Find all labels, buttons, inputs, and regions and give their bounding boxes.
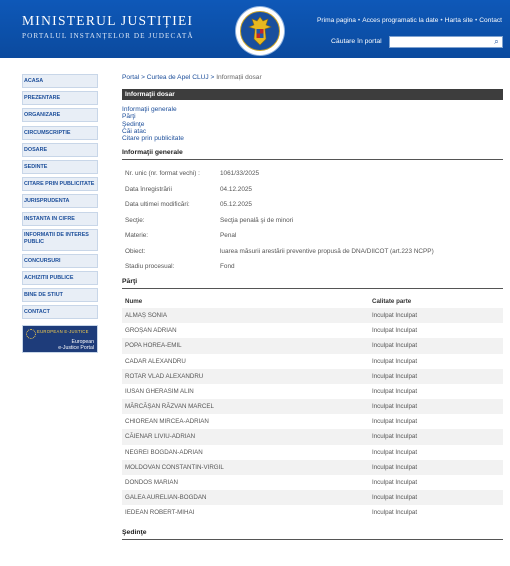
table-row (122, 414, 503, 429)
site-subtitle: PORTALUL INSTANȚELOR DE JUDECATĂ (22, 32, 194, 40)
info-row: Materie: Penal (125, 232, 237, 240)
table-row (122, 460, 503, 475)
parti-heading: Părţi (122, 278, 503, 289)
table-row (122, 369, 503, 384)
sidebar-menu (22, 74, 98, 353)
link-cai-atac[interactable]: Căi atac (122, 127, 147, 135)
link-contact[interactable]: Contact (479, 17, 502, 24)
sidebar-item-dosare[interactable]: DOSARE (22, 143, 98, 157)
link-harta-site[interactable]: Harta site (444, 17, 473, 24)
party-role: Inculpat Inculpat (372, 463, 418, 471)
link-citare-publicitate[interactable]: Citare prin publicitate (122, 135, 184, 143)
sidebar-item-instanta-in-cifre[interactable]: INSTANTA IN CIFRE (22, 212, 98, 226)
link-acces-programatic[interactable]: Acces programatic la date (362, 17, 439, 24)
party-role: Inculpat Inculpat (372, 311, 418, 319)
search-icon: ⌕ (494, 37, 499, 46)
party-role: Inculpat Inculpat (372, 403, 418, 411)
table-row (122, 505, 503, 520)
party-role: Inculpat Inculpat (372, 418, 418, 426)
col-nume: Nume (125, 297, 143, 305)
info-row: Secţie: Secţia penală şi de minori (125, 216, 294, 224)
sidebar-item-contact[interactable]: CONTACT (22, 305, 98, 319)
info-row: Data înregistrării 04.12.2025 (125, 185, 252, 193)
party-role: Inculpat Inculpat (372, 448, 418, 456)
sidebar-item-organizare[interactable]: ORGANIZARE (22, 108, 98, 122)
sidebar-item-acasa[interactable]: ACASA (22, 74, 98, 88)
sidebar-item-jurisprudenta[interactable]: JURISPRUDENTA (22, 194, 98, 208)
party-role: Inculpat Inculpat (372, 327, 418, 335)
e-justice-portal-banner[interactable] (22, 325, 98, 353)
table-row (122, 338, 503, 353)
info-heading: Informaţii generale (122, 149, 503, 160)
link-prima-pagina[interactable]: Prima pagina (317, 17, 356, 24)
party-name: CHIOREAN MIRCEA-ADRIAN (125, 418, 209, 426)
breadcrumb-current: Informații dosar (216, 74, 262, 81)
table-row (122, 429, 503, 444)
eu-stars-icon (26, 329, 36, 339)
party-name: DONDOS MARIAN (125, 479, 178, 487)
breadcrumb-portal[interactable]: Portal (122, 74, 140, 81)
main-content (122, 74, 503, 540)
party-name: IEDEAN ROBERT-MIHAI (125, 509, 195, 517)
breadcrumb: Portal > Curtea de Apel CLUJ > Informații dosar (122, 74, 262, 81)
party-name: GALEA AURELIAN-BOGDAN (125, 494, 207, 502)
party-role: Inculpat Inculpat (372, 509, 418, 517)
info-row: Nr. unic (nr. format vechi) : 1061/33/2025 (125, 170, 260, 178)
site-title: MINISTERUL JUSTIȚIEI (22, 13, 194, 28)
table-row (122, 323, 503, 338)
party-name: CADAR ALEXANDRU (125, 357, 186, 365)
party-role: Inculpat Inculpat (372, 357, 418, 365)
table-header (122, 295, 503, 308)
table-row (122, 399, 503, 414)
sidebar-item-achizitii[interactable]: ACHIZITII PUBLICE (22, 271, 98, 285)
party-name: GROȘAN ADRIAN (125, 327, 177, 335)
ejustice-line-b: e-Justice Portal (58, 345, 94, 352)
party-name: POPA HOREA-EMIL (125, 342, 182, 350)
party-role: Inculpat Inculpat (372, 479, 418, 487)
sidebar-item-sedinte[interactable]: SEDINTE (22, 160, 98, 174)
parti-table (122, 295, 503, 521)
table-row (122, 475, 503, 490)
site-header (0, 0, 510, 58)
party-name: MĂRCĂȘAN RĂZVAN MARCEL (125, 403, 214, 411)
info-list (122, 166, 503, 275)
party-role: Inculpat Inculpat (372, 433, 418, 441)
sidebar-item-circumscriptie[interactable]: CIRCUMSCRIPTIE (22, 126, 98, 140)
party-name: IUSAN GHERASIM ALIN (125, 387, 194, 395)
search-input[interactable] (389, 36, 493, 48)
search-button[interactable] (491, 36, 503, 48)
party-role: Inculpat Inculpat (372, 372, 418, 380)
info-row: Stadiu procesual: Fond (125, 263, 235, 271)
table-row (122, 490, 503, 505)
party-role: Inculpat Inculpat (372, 387, 418, 395)
link-sedinte[interactable]: Şedinţe (122, 120, 145, 128)
table-row (122, 354, 503, 369)
sidebar-item-informatii-interes-public[interactable]: INFORMATII DE INTERES PUBLIC (22, 229, 98, 251)
ejustice-line-a: European (71, 339, 94, 346)
info-row: Obiect: luarea măsurii arestării preventive propusă de DNA/DIICOT (art.223 NCPP) (125, 247, 434, 255)
col-calitate: Calitate parte (372, 297, 412, 305)
top-links: Prima pagina • Acces programatic la date • Harta site • Contact (317, 17, 502, 24)
party-name: ALMAȘ SONIA (125, 311, 167, 319)
party-name: NEGREI BOGDAN-ADRIAN (125, 448, 203, 456)
section-links (122, 106, 503, 142)
search-label: Căutare în portal (331, 38, 382, 45)
breadcrumb-court[interactable]: Curtea de Apel CLUJ (146, 74, 209, 81)
table-row (122, 384, 503, 399)
info-row: Data ultimei modificări: 05.12.2025 (125, 201, 252, 209)
eagle-emblem-icon (246, 15, 274, 47)
table-row (122, 308, 503, 323)
page-title: Informaţii dosar (122, 89, 503, 100)
party-role: Inculpat Inculpat (372, 494, 418, 502)
link-informatii-generale[interactable]: Informaţii generale (122, 106, 177, 113)
link-parti[interactable]: Părţi (122, 113, 136, 121)
ejustice-label: EUROPEAN E-JUSTICE (37, 329, 89, 335)
party-name: ROTAR VLAD ALEXANDRU (125, 372, 204, 380)
sidebar-item-prezentare[interactable]: PREZENTARE (22, 91, 98, 105)
sidebar-item-bine-de-stiut[interactable]: BINE DE STIUT (22, 288, 98, 302)
table-body (122, 308, 503, 521)
table-row (122, 445, 503, 460)
sidebar-item-concursuri[interactable]: CONCURSURI (22, 254, 98, 268)
party-name: CĂIENAR LIVIU-ADRIAN (125, 433, 196, 441)
coat-of-arms-logo[interactable] (236, 7, 284, 55)
sedinte-heading: Şedinţe (122, 529, 503, 540)
sidebar-item-citare[interactable]: CITARE PRIN PUBLICITATE (22, 177, 98, 191)
party-role: Inculpat Inculpat (372, 342, 418, 350)
party-name: MOLDOVAN CONSTANTIN-VIRGIL (125, 463, 224, 471)
